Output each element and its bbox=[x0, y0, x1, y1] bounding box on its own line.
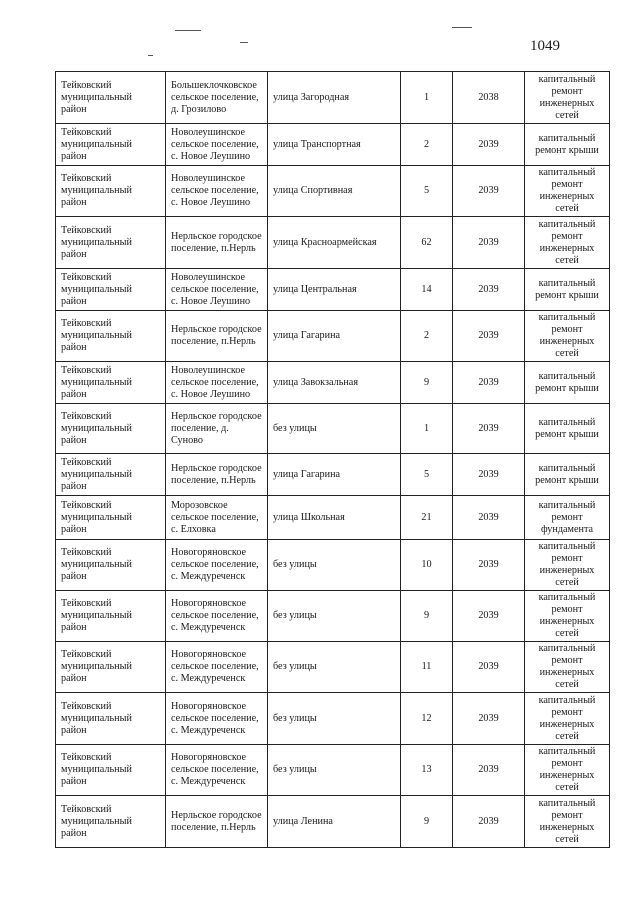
district-cell: Тейковский муниципальный район bbox=[56, 540, 166, 591]
house-number-cell: 10 bbox=[401, 540, 453, 591]
district-cell: Тейковский муниципальный район bbox=[56, 124, 166, 166]
year-cell: 2039 bbox=[453, 693, 525, 745]
table-row bbox=[56, 166, 610, 217]
table-row bbox=[56, 124, 610, 166]
table-row bbox=[56, 269, 610, 311]
street-cell: улица Гагарина bbox=[268, 311, 401, 362]
district-cell: Тейковский муниципальный район bbox=[56, 591, 166, 642]
settlement-cell: Новолеушинское сельское поселение, с. Новое Леушино bbox=[166, 166, 268, 217]
settlement-cell: Новолеушинское сельское поселение, с. Новое Леушино bbox=[166, 124, 268, 166]
table-row bbox=[56, 693, 610, 745]
scan-mark bbox=[452, 27, 472, 28]
district-cell: Тейковский муниципальный район bbox=[56, 454, 166, 496]
work-type-cell: капитальный ремонт инженерных сетей bbox=[525, 540, 610, 591]
table-row bbox=[56, 745, 610, 796]
table-row bbox=[56, 496, 610, 540]
street-cell: улица Загородная bbox=[268, 72, 401, 124]
year-cell: 2039 bbox=[453, 591, 525, 642]
table-row bbox=[56, 217, 610, 269]
work-type-cell: капитальный ремонт крыши bbox=[525, 454, 610, 496]
scan-mark bbox=[175, 30, 201, 31]
settlement-cell: Нерльское городское поселение, п.Нерль bbox=[166, 311, 268, 362]
table-row bbox=[56, 362, 610, 404]
work-type-cell: капитальный ремонт инженерных сетей bbox=[525, 591, 610, 642]
district-cell: Тейковский муниципальный район bbox=[56, 693, 166, 745]
work-type-cell: капитальный ремонт крыши bbox=[525, 404, 610, 454]
work-type-cell: капитальный ремонт инженерных сетей bbox=[525, 796, 610, 848]
year-cell: 2039 bbox=[453, 496, 525, 540]
district-cell: Тейковский муниципальный район bbox=[56, 362, 166, 404]
year-cell: 2039 bbox=[453, 642, 525, 693]
street-cell: улица Гагарина bbox=[268, 454, 401, 496]
district-cell: Тейковский муниципальный район bbox=[56, 72, 166, 124]
house-number-cell: 9 bbox=[401, 362, 453, 404]
table-row bbox=[56, 311, 610, 362]
settlement-cell: Новогоряновское сельское поселение, с. Междуреченск bbox=[166, 540, 268, 591]
settlement-cell: Морозовское сельское поселение, с. Елховка bbox=[166, 496, 268, 540]
year-cell: 2039 bbox=[453, 454, 525, 496]
year-cell: 2039 bbox=[453, 796, 525, 848]
scan-mark bbox=[148, 55, 153, 56]
scan-mark bbox=[240, 42, 248, 43]
district-cell: Тейковский муниципальный район bbox=[56, 269, 166, 311]
work-type-cell: капитальный ремонт инженерных сетей bbox=[525, 693, 610, 745]
year-cell: 2039 bbox=[453, 362, 525, 404]
district-cell: Тейковский муниципальный район bbox=[56, 745, 166, 796]
table-row bbox=[56, 591, 610, 642]
house-number-cell: 14 bbox=[401, 269, 453, 311]
street-cell: улица Спортивная bbox=[268, 166, 401, 217]
settlement-cell: Большеклочковское сельское поселение, д. Грозилово bbox=[166, 72, 268, 124]
work-type-cell: капитальный ремонт крыши bbox=[525, 124, 610, 166]
house-number-cell: 21 bbox=[401, 496, 453, 540]
year-cell: 2039 bbox=[453, 404, 525, 454]
street-cell: без улицы bbox=[268, 693, 401, 745]
year-cell: 2039 bbox=[453, 311, 525, 362]
work-type-cell: капитальный ремонт инженерных сетей bbox=[525, 745, 610, 796]
house-number-cell: 1 bbox=[401, 72, 453, 124]
registry-table bbox=[55, 71, 610, 848]
house-number-cell: 1 bbox=[401, 404, 453, 454]
year-cell: 2039 bbox=[453, 166, 525, 217]
district-cell: Тейковский муниципальный район bbox=[56, 642, 166, 693]
table-row bbox=[56, 796, 610, 848]
table-row bbox=[56, 540, 610, 591]
year-cell: 2039 bbox=[453, 217, 525, 269]
table-row bbox=[56, 72, 610, 124]
year-cell: 2039 bbox=[453, 124, 525, 166]
work-type-cell: капитальный ремонт инженерных сетей bbox=[525, 72, 610, 124]
district-cell: Тейковский муниципальный район bbox=[56, 166, 166, 217]
street-cell: без улицы bbox=[268, 591, 401, 642]
house-number-cell: 13 bbox=[401, 745, 453, 796]
street-cell: улица Красноармейская bbox=[268, 217, 401, 269]
work-type-cell: капитальный ремонт крыши bbox=[525, 269, 610, 311]
work-type-cell: капитальный ремонт фундамента bbox=[525, 496, 610, 540]
settlement-cell: Нерльское городское поселение, п.Нерль bbox=[166, 217, 268, 269]
settlement-cell: Нерльское городское поселение, п.Нерль bbox=[166, 796, 268, 848]
table-body bbox=[56, 72, 610, 848]
settlement-cell: Нерльское городское поселение, д. Суново bbox=[166, 404, 268, 454]
street-cell: улица Школьная bbox=[268, 496, 401, 540]
house-number-cell: 11 bbox=[401, 642, 453, 693]
work-type-cell: капитальный ремонт инженерных сетей bbox=[525, 311, 610, 362]
work-type-cell: капитальный ремонт крыши bbox=[525, 362, 610, 404]
house-number-cell: 2 bbox=[401, 311, 453, 362]
year-cell: 2039 bbox=[453, 745, 525, 796]
settlement-cell: Нерльское городское поселение, п.Нерль bbox=[166, 454, 268, 496]
work-type-cell: капитальный ремонт инженерных сетей bbox=[525, 166, 610, 217]
house-number-cell: 9 bbox=[401, 796, 453, 848]
settlement-cell: Новолеушинское сельское поселение, с. Новое Леушино bbox=[166, 269, 268, 311]
street-cell: улица Ленина bbox=[268, 796, 401, 848]
year-cell: 2039 bbox=[453, 269, 525, 311]
settlement-cell: Новолеушинское сельское поселение, с. Новое Леушино bbox=[166, 362, 268, 404]
house-number-cell: 5 bbox=[401, 454, 453, 496]
settlement-cell: Новогоряновское сельское поселение, с. Междуреченск bbox=[166, 693, 268, 745]
table-row bbox=[56, 404, 610, 454]
settlement-cell: Новогоряновское сельское поселение, с. Междуреченск bbox=[166, 745, 268, 796]
settlement-cell: Новогоряновское сельское поселение, с. Междуреченск bbox=[166, 642, 268, 693]
street-cell: без улицы bbox=[268, 745, 401, 796]
settlement-cell: Новогоряновское сельское поселение, с. Междуреченск bbox=[166, 591, 268, 642]
house-number-cell: 12 bbox=[401, 693, 453, 745]
work-type-cell: капитальный ремонт инженерных сетей bbox=[525, 642, 610, 693]
district-cell: Тейковский муниципальный район bbox=[56, 311, 166, 362]
table-row bbox=[56, 454, 610, 496]
district-cell: Тейковский муниципальный район bbox=[56, 217, 166, 269]
work-type-cell: капитальный ремонт инженерных сетей bbox=[525, 217, 610, 269]
table-row bbox=[56, 642, 610, 693]
street-cell: улица Завокзальная bbox=[268, 362, 401, 404]
house-number-cell: 9 bbox=[401, 591, 453, 642]
house-number-cell: 5 bbox=[401, 166, 453, 217]
house-number-cell: 2 bbox=[401, 124, 453, 166]
year-cell: 2039 bbox=[453, 540, 525, 591]
street-cell: улица Транспортная bbox=[268, 124, 401, 166]
page-number: 1049 bbox=[530, 38, 560, 54]
district-cell: Тейковский муниципальный район bbox=[56, 404, 166, 454]
street-cell: без улицы bbox=[268, 540, 401, 591]
street-cell: без улицы bbox=[268, 642, 401, 693]
street-cell: без улицы bbox=[268, 404, 401, 454]
street-cell: улица Центральная bbox=[268, 269, 401, 311]
year-cell: 2038 bbox=[453, 72, 525, 124]
district-cell: Тейковский муниципальный район bbox=[56, 796, 166, 848]
house-number-cell: 62 bbox=[401, 217, 453, 269]
district-cell: Тейковский муниципальный район bbox=[56, 496, 166, 540]
